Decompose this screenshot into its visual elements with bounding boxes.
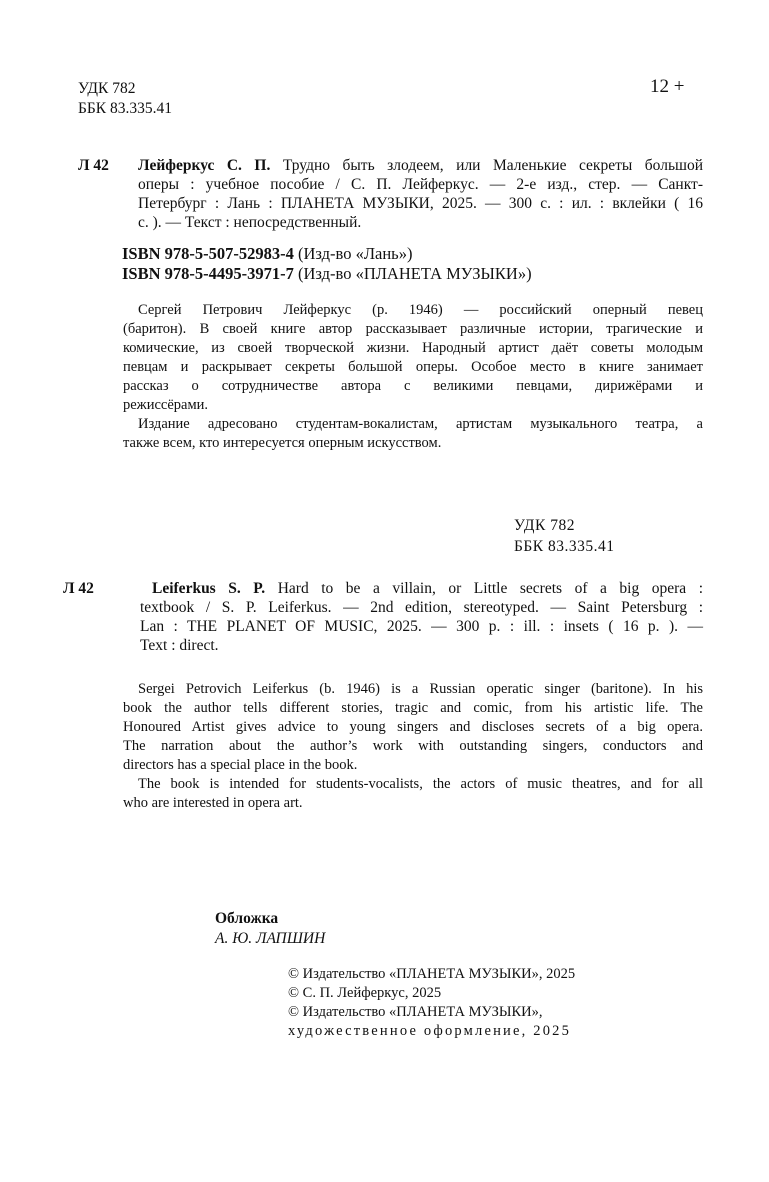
isbn-block	[122, 244, 532, 284]
en-entry-code: Л 42	[63, 580, 94, 597]
en-udk-code: УДК 782	[514, 517, 575, 534]
isbn-lan: ISBN 978-5-507-52983-4 (Изд-во «Лань»)	[122, 244, 413, 263]
ru-entry-author: Лейферкус С. П.	[138, 157, 271, 174]
copyright-line: © Издательство «ПЛАНЕТА МУЗЫКИ»,	[288, 1004, 543, 1020]
isbn-planeta: ISBN 978-5-4495-3971-7 (Изд-во «ПЛАНЕТА МУЗЫКИ»)	[122, 264, 532, 283]
age-rating: 12 +	[650, 76, 685, 97]
copyright-line: © С. П. Лейферкус, 2025	[288, 985, 442, 1001]
ru-entry-code: Л 42	[78, 157, 109, 174]
copyright-line: © Издательство «ПЛАНЕТА МУЗЫКИ», 2025	[288, 966, 576, 982]
copyright-block	[288, 965, 575, 1041]
en-entry-author: Leiferkus S. P.	[152, 580, 266, 597]
en-entry-description: Leiferkus S. P. Hard to be a villain, or Little secrets of a big opera : textbook / S. P. Leiferkus. — 2nd edition, stereotyped. — Saint Petersburg : Lan : THE PLANET OF MUSIC, 2025. — 300 p. : ill. : insets ( 16 p. ). — Text : direct.	[140, 580, 704, 654]
bbk-code: ББК 83.335.41	[78, 100, 173, 117]
ru-abstract: Сергей Петрович Лейферкус (р. 1946) — российский оперный певец (баритон). В своей книге автор рассказывает различные истории, трагические и комические, из своей творческой жизни. Народный артист даёт советы молодым певцам и раскрывает секреты большой оперы. Особое место в книге занимает рассказ о сотрудничестве автора с великими певцами, дирижёрами и режиссёрами. Издание адресовано студентам-вокалистам, артистам музыкального театра, а также всем, кто интересуется оперным искусством.	[123, 302, 703, 451]
udk-code: УДК 782	[78, 80, 136, 97]
en-abstract: Sergei Petrovich Leiferkus (b. 1946) is a Russian operatic singer (baritone). In his book the author tells different stories, tragic and comic, from his artistic life. The Honoured Artist gives advice to young singers and discloses secrets of a big opera. The narration about the author’s work with outstanding singers, conductors and directors has a special place in the book. The book is intended for students-vocalists, the actors of music theatres, and for all who are interested in opera art.	[123, 681, 703, 811]
cover-artist: А. Ю. ЛАПШИН	[215, 930, 326, 947]
copyright-line: художественное оформление, 2025	[288, 1023, 572, 1039]
ru-entry-description: Лейферкус С. П. Трудно быть злодеем, или Маленькие секреты большой оперы : учебное пособие / С. П. Лейферкус. — 2-е изд., стер. — Санкт- Петербург : Лань : ПЛАНЕТА МУЗЫКИ, 2025. — 300 с. : ил. : вклейки ( 16 с. ). — Текст : непосредственный.	[138, 157, 703, 231]
en-bbk-code: ББК 83.335.41	[514, 538, 615, 555]
cover-label: Обложка	[215, 910, 279, 927]
